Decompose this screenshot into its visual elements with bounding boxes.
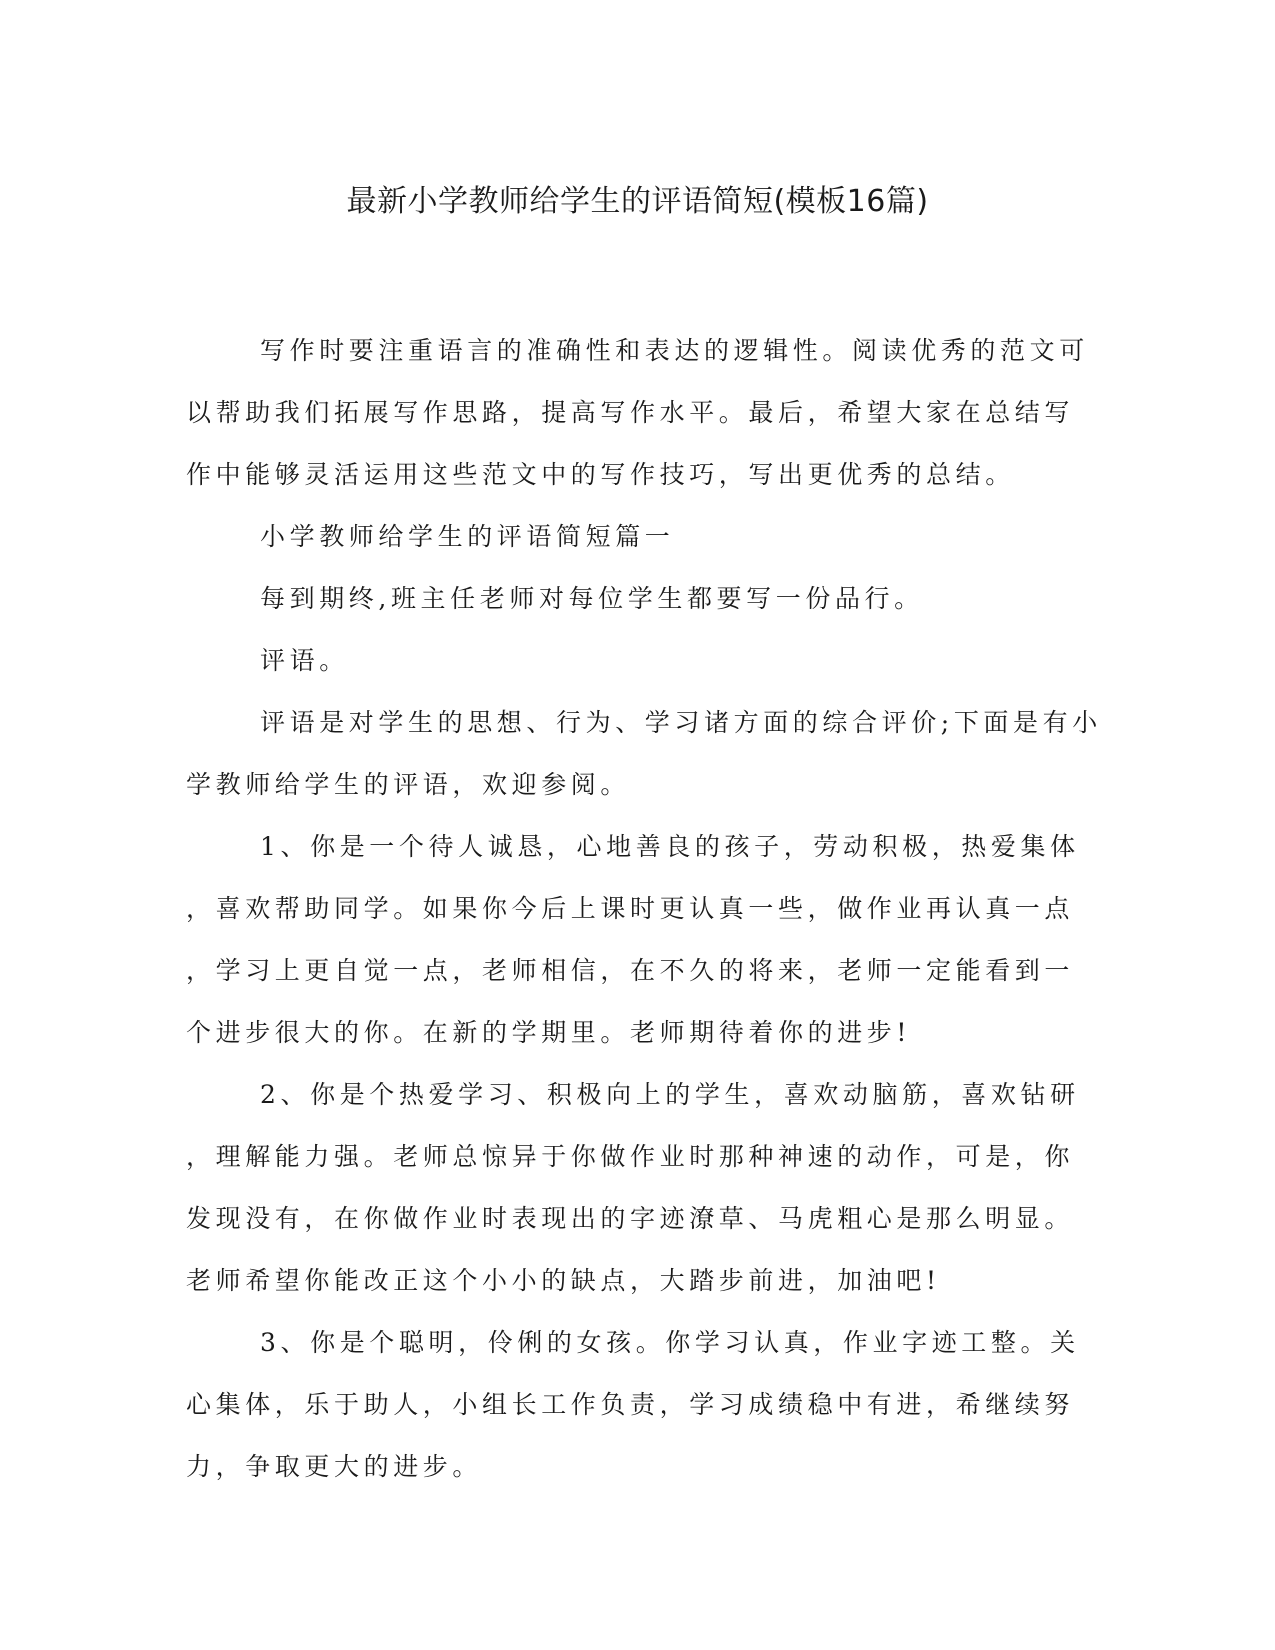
comment-item-1-line: ，学习上更自觉一点，老师相信，在不久的将来，老师一定能看到一 — [186, 956, 1075, 985]
paragraph-line: 评语是对学生的思想、行为、学习诸方面的综合评价;下面是有小 — [260, 708, 1102, 737]
comment-item-3-line: 力，争取更大的进步。 — [186, 1452, 483, 1481]
paragraph-line: 评语。 — [260, 646, 349, 675]
comment-item-2-line: 2、你是个热爱学习、积极向上的学生，喜欢动脑筋，喜欢钻研 — [260, 1080, 1080, 1109]
comment-item-2-line: 发现没有，在你做作业时表现出的字迹潦草、马虎粗心是那么明显。 — [186, 1204, 1075, 1233]
paragraph-line: 写作时要注重语言的准确性和表达的逻辑性。阅读优秀的范文可 — [260, 336, 1089, 365]
comment-item-2-line: 老师希望你能改正这个小小的缺点，大踏步前进，加油吧! — [186, 1266, 941, 1295]
paragraph-line: 每到期终,班主任老师对每位学生都要写一份品行。 — [260, 584, 924, 613]
document-title: 最新小学教师给学生的评语简短(模板16篇) — [346, 184, 929, 219]
paragraph-line: 学教师给学生的评语，欢迎参阅。 — [186, 770, 631, 799]
comment-item-1-line: 个进步很大的你。在新的学期里。老师期待着你的进步! — [186, 1018, 912, 1047]
document-body — [186, 320, 1102, 1498]
comment-item-1-line: ，喜欢帮助同学。如果你今后上课时更认真一些，做作业再认真一点 — [186, 894, 1075, 923]
paragraph-line: 作中能够灵活运用这些范文中的写作技巧，写出更优秀的总结。 — [186, 460, 1015, 489]
paragraph-line: 以帮助我们拓展写作思路，提高写作水平。最后，希望大家在总结写 — [186, 398, 1075, 427]
comment-item-3-line: 心集体，乐于助人，小组长工作负责，学习成绩稳中有进，希继续努 — [186, 1390, 1075, 1419]
comment-item-3-line: 3、你是个聪明，伶俐的女孩。你学习认真，作业字迹工整。关 — [260, 1328, 1080, 1357]
comment-item-2-line: ，理解能力强。老师总惊异于你做作业时那种神速的动作，可是，你 — [186, 1142, 1075, 1171]
section-heading: 小学教师给学生的评语简短篇一 — [260, 522, 675, 551]
comment-item-1-line: 1、你是一个待人诚恳，心地善良的孩子，劳动积极，热爱集体 — [260, 832, 1080, 861]
